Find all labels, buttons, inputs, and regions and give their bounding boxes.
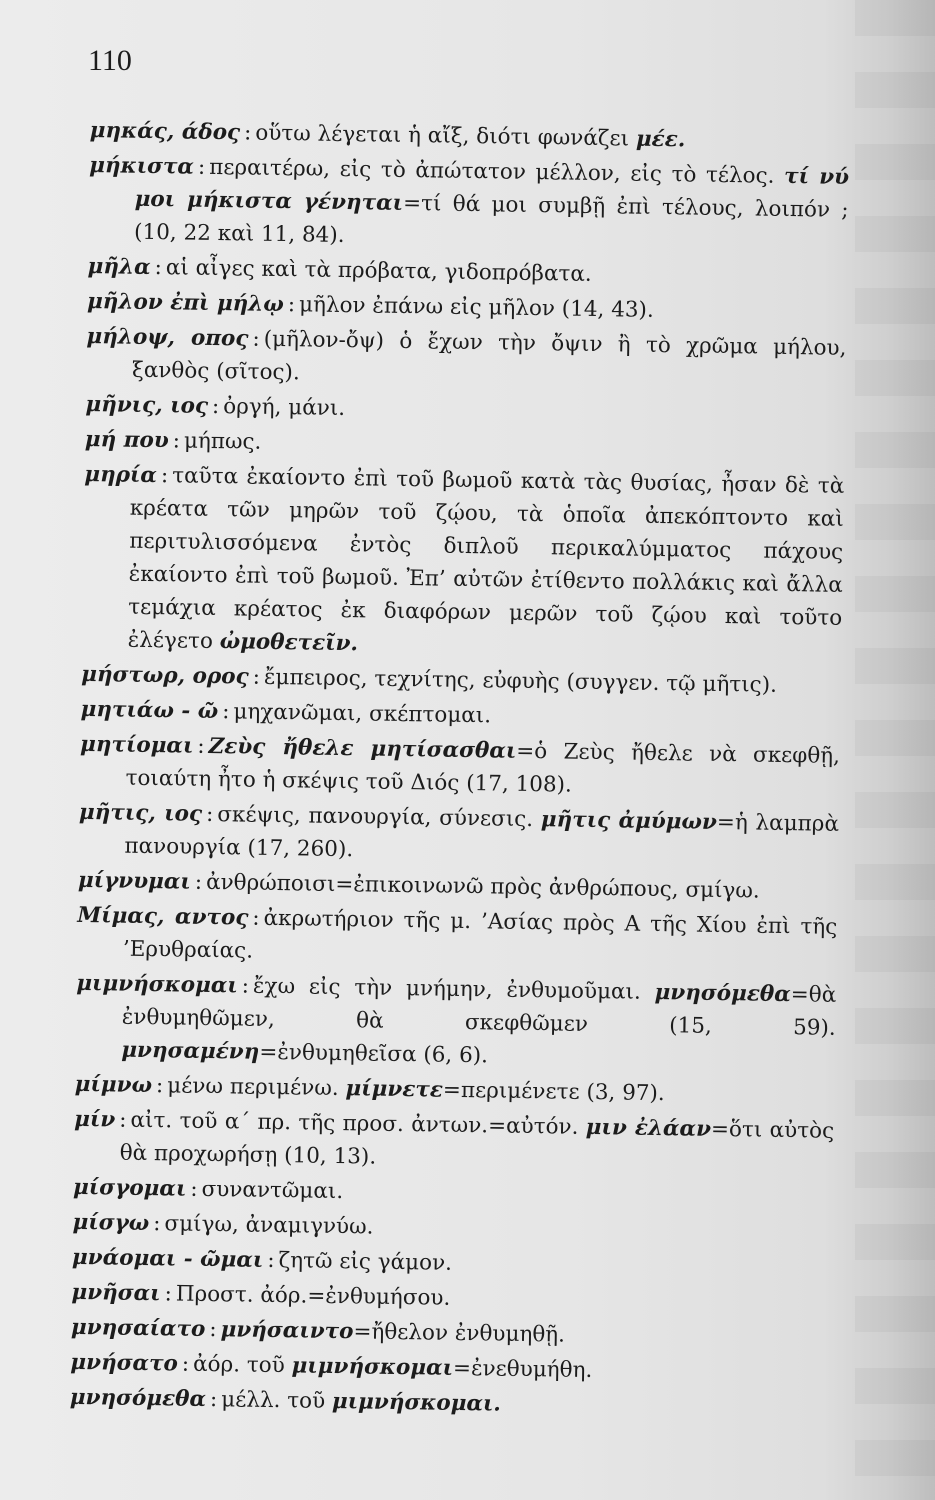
- entry-separator: :: [211, 393, 220, 420]
- entry-phrase: μῆτις ἀμύμων: [540, 807, 718, 835]
- entry-gloss-text: μέλλ. τοῦ: [221, 1387, 333, 1414]
- entry-separator: :: [190, 1176, 198, 1202]
- entry-headword: μητίομαι: [79, 731, 194, 759]
- entry-headword: μῆνις, ιος: [85, 391, 209, 419]
- entry-gloss-text: Προστ. ἀόρ.=ἐνθυμήσου.: [175, 1281, 451, 1311]
- entry-separator: :: [287, 292, 296, 318]
- entry-phrase: μνήσαιντο: [220, 1317, 354, 1345]
- entry-headword: μή που: [84, 426, 169, 454]
- entry-headword: μνησόμεθα: [69, 1384, 207, 1412]
- entry-headword: μίμνω: [74, 1071, 153, 1099]
- entry-separator: :: [267, 1247, 275, 1274]
- entry-headword: Μίμας, αντος: [77, 902, 249, 931]
- entry-gloss-text: =θὰ ἐνθυμηθῶμεν, θὰ σκεφθῶμεν (15, 59).: [121, 982, 837, 1041]
- entry-gloss-text: ἀνθρώποισι=ἐπικοινωνῶ πρὸς ἀνθρώπους, σμίγω.: [205, 869, 760, 904]
- entry-phrase: ὠμοθετεῖν.: [219, 629, 359, 657]
- entry-gloss-text: περαιτέρω, εἰς τὸ ἀπώτατον μέλλον, εἰς τὸ τέλος.: [208, 154, 785, 189]
- entry-headword: μνήσατο: [70, 1349, 179, 1377]
- entry-separator: :: [153, 1211, 161, 1237]
- entry-separator: :: [154, 255, 163, 281]
- entry-phrase: μιμνήσκομαι: [291, 1353, 454, 1381]
- entry-separator: :: [252, 905, 260, 931]
- dictionary-entry: [88, 149, 849, 260]
- dictionary-entry: [79, 728, 840, 806]
- entry-headword: μήστωρ, ορος: [80, 661, 249, 690]
- entry-phrase: μέε.: [635, 126, 686, 153]
- entry-separator: :: [252, 326, 260, 352]
- entry-separator: :: [222, 699, 230, 725]
- entry-separator: :: [209, 1317, 217, 1343]
- dictionary-entry: [78, 796, 839, 874]
- entry-gloss-text: =ἡ λαμπρὰ πανουργία (17, 260).: [124, 809, 840, 863]
- entry-separator: :: [194, 869, 203, 895]
- entry-gloss-text: μένω περιμένω.: [167, 1073, 346, 1102]
- entry-gloss-text: συναντῶμαι.: [201, 1176, 344, 1205]
- entry-gloss-text: αἱ αἶγες καὶ τὰ πρόβατα, γιδοπρόβατα.: [165, 255, 592, 287]
- entry-headword: μνάομαι - ῶμαι: [71, 1244, 264, 1273]
- entry-gloss-text: οὕτω λέγεται ἡ αἴξ, διότι φωνάζει: [255, 120, 637, 152]
- entry-separator: :: [119, 1107, 127, 1133]
- entry-headword: μιμνήσκομαι: [76, 970, 238, 999]
- entry-separator: :: [155, 1073, 164, 1099]
- entry-gloss-text: =περιμένετε (3, 97).: [442, 1077, 665, 1107]
- entry-headword: μίν: [74, 1106, 116, 1133]
- entry-gloss-text: ταῦτα ἐκαίοντο ἐπὶ τοῦ βωμοῦ κατὰ τὰς θυσίας, ἦσαν δὲ τὰ κρέατα τῶν μηρῶν τοῦ ζῴου, τὰ ὁποῖα ἀπεκόπτοντο καὶ περιτυλισσόμενα ἐντὸς διπλοῦ περικαλύμματος πάχους ἐκαίοντο ἐπὶ τοῦ βωμοῦ. Ἐπ’ αὐτῶν ἐτίθεντο πολλάκις καὶ ἄλλα τεμάχια κρέατος ἐκ διαφόρων μερῶν τοῦ ζῴου καὶ τοῦτο ἐλέγετο: [127, 463, 845, 655]
- entry-separator: :: [172, 428, 181, 454]
- entry-gloss-text: ἀόρ. τοῦ: [192, 1351, 292, 1379]
- entry-gloss-text: ζητῶ εἰς γάμον.: [278, 1248, 453, 1276]
- entry-separator: :: [197, 154, 206, 180]
- dictionary-entry: [75, 967, 836, 1078]
- entry-headword: μνησαίατο: [70, 1314, 206, 1342]
- dictionary-entries: [70, 114, 850, 1428]
- entry-gloss-text: =ἐνθυμηθεῖσα (6, 6).: [259, 1039, 489, 1069]
- dictionary-entry: [81, 458, 844, 668]
- entry-phrase: Ζεὺς ἤθελε μητίσασθαι: [208, 733, 517, 764]
- dictionary-entry: [86, 320, 847, 398]
- entry-headword: μίσγω: [72, 1209, 150, 1237]
- entry-separator: :: [164, 1281, 173, 1307]
- entry-headword: μίγνυμαι: [77, 867, 192, 895]
- dictionary-entry: [77, 899, 838, 977]
- entry-phrase: μιμνήσκομαι.: [331, 1388, 502, 1417]
- entry-phrase: μιν ἐλάαν: [585, 1114, 712, 1142]
- entry-separator: :: [243, 120, 252, 146]
- entry-gloss-text: (μῆλον-ὄψ) ὁ ἔχων τὴν ὄψιν ἢ τὸ χρῶμα μήλου, ξανθὸς (σῖτος).: [131, 326, 847, 386]
- entry-gloss-text: σμίγω, ἀναμιγνύω.: [164, 1211, 374, 1240]
- entry-separator: :: [205, 801, 214, 828]
- entry-gloss-text: αἰτ. τοῦ α΄ πρ. τῆς προσ. ἀντων.=αὐτόν.: [130, 1107, 586, 1140]
- entry-phrase: μνησόμεθα: [654, 979, 791, 1008]
- entry-gloss-text: =ὅτι αὐτὸς θὰ προχωρήσῃ (10, 13).: [119, 1116, 835, 1170]
- entry-gloss-text: =ἐνεθυμήθη.: [452, 1355, 593, 1384]
- entry-headword: μήκιστα: [88, 152, 195, 180]
- entry-gloss-text: μήπως.: [183, 428, 262, 455]
- entry-headword: μήλοψ, οπος: [86, 323, 249, 352]
- entry-headword: μῆλα: [87, 253, 151, 280]
- entry-gloss-text: ἔμπειρος, τεχνίτης, εὐφυὴς (συγγεν. τῷ μῆτις).: [263, 664, 778, 698]
- entry-gloss-text: =ἤθελον ἐνθυμηθῇ.: [353, 1319, 566, 1348]
- entry-headword: μνῆσαι: [71, 1279, 161, 1307]
- entry-gloss-text: =ὁ Ζεὺς ἤθελε νὰ σκεφθῇ, τοιαύτη ἦτο ἡ σκέψις τοῦ Διός (17, 108).: [125, 738, 841, 798]
- page-number: 110: [88, 44, 132, 77]
- entry-headword: μηκάς, άδος: [89, 117, 241, 146]
- entry-phrase: τί νύ μοι μήκιστα γένηται: [134, 163, 850, 216]
- entry-headword: μητιάω - ῶ: [80, 696, 219, 725]
- entry-separator: :: [252, 664, 261, 690]
- entry-gloss-text: =τί θά μοι συμβῇ ἐπὶ τέλους, λοιπόν ; (10, 22 καὶ 11, 84).: [133, 190, 849, 249]
- entry-headword: μῆτις, ιος: [78, 799, 203, 827]
- entry-gloss-text: ἔχω εἰς τὴν μνήμην, ἐνθυμοῦμαι.: [252, 973, 655, 1005]
- entry-headword: μῆλον ἐπὶ μήλῳ: [86, 288, 285, 318]
- entry-separator: :: [160, 463, 169, 489]
- entry-separator: :: [197, 733, 205, 759]
- entry-headword: μηρία: [84, 461, 158, 489]
- entry-gloss-text: ὀργή, μάνι.: [223, 394, 346, 422]
- entry-gloss-text: ἀκρωτήριον τῆς μ. ’Ασίας πρὸς Α τῆς Χίου ἐπὶ τῆς ’Ερυθραίας.: [122, 905, 838, 964]
- entry-separator: :: [241, 973, 250, 999]
- entry-phrase: μίμνετε: [345, 1076, 444, 1103]
- entry-separator: :: [209, 1387, 218, 1413]
- entry-gloss-text: μηχανῶμαι, σκέπτομαι.: [233, 699, 492, 729]
- entry-gloss-text: σκέψις, πανουργία, σύνεσις.: [217, 802, 542, 833]
- entry-separator: :: [181, 1351, 190, 1377]
- bleed-through-shadow: [855, 0, 935, 1500]
- entry-phrase: μνησαμένη: [121, 1037, 260, 1065]
- dictionary-entry: [73, 1103, 834, 1181]
- entry-gloss-text: μῆλον ἐπάνω εἰς μῆλον (14, 43).: [298, 292, 654, 323]
- entry-headword: μίσγομαι: [72, 1174, 187, 1202]
